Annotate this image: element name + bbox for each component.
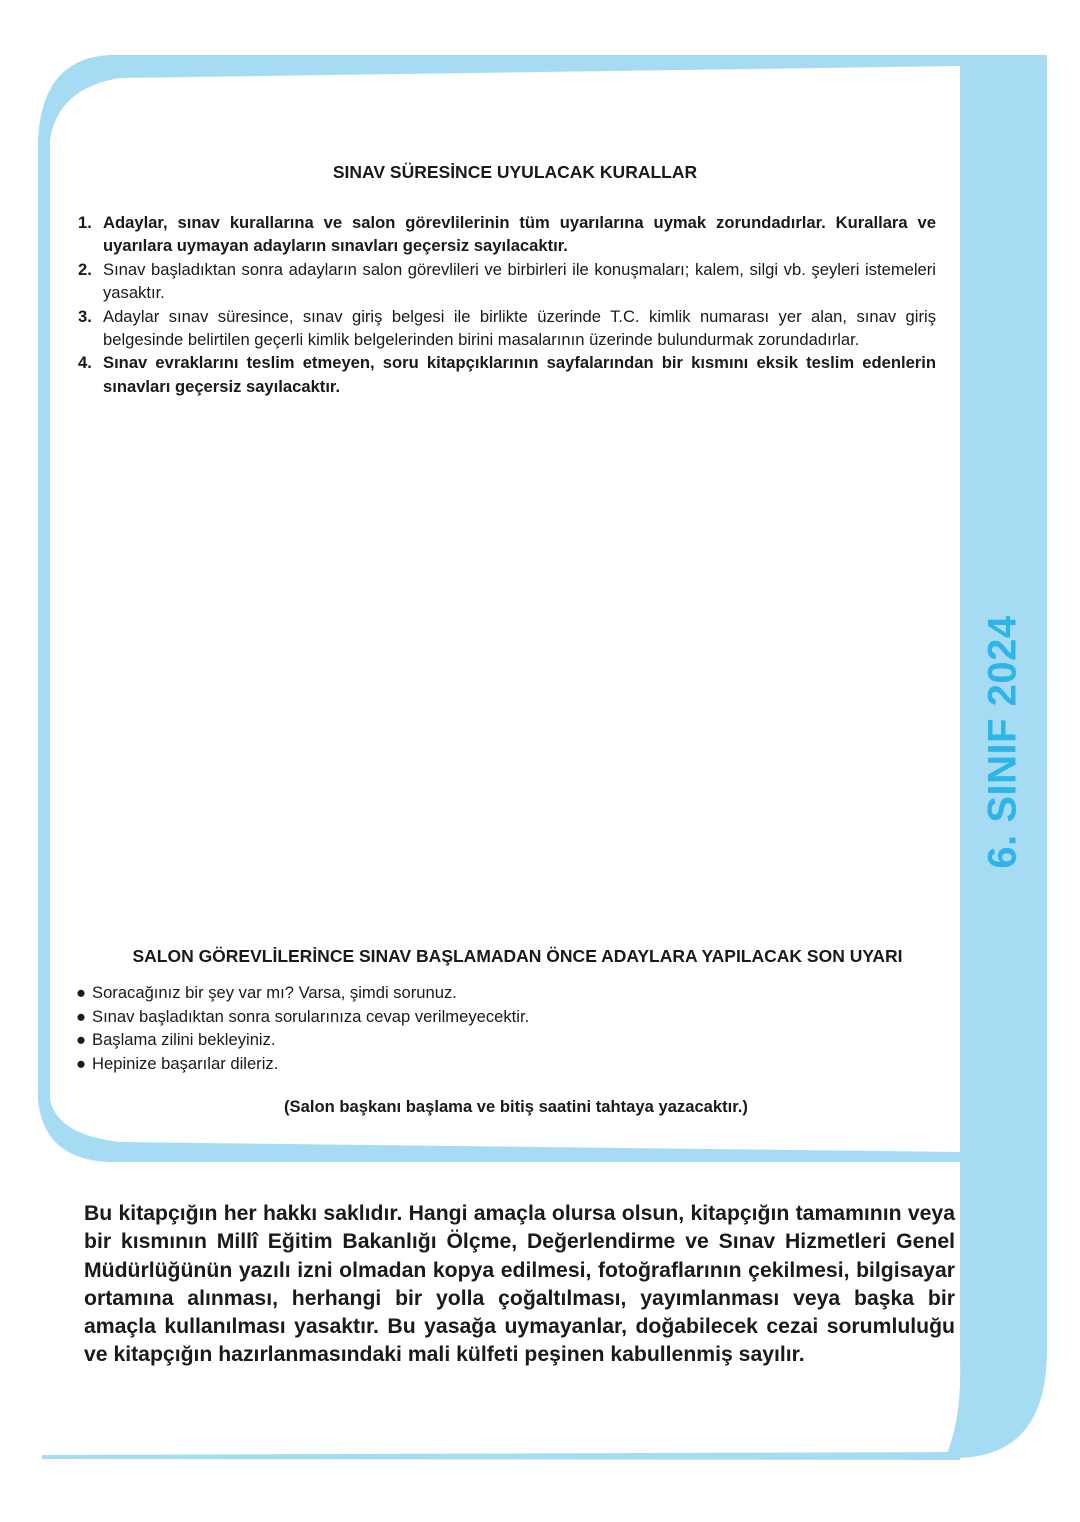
warnings-section-title: SALON GÖREVLİLERİNCE SINAV BAŞLAMADAN ÖNCE ADAYLARA YAPILACAK SON UYARI xyxy=(132,946,903,966)
warning-item xyxy=(76,1052,936,1076)
warning-text: Sınav başladıktan sonra sorularınıza cevap verilmeyecektir. xyxy=(92,1006,530,1026)
copyright-notice: Bu kitapçığın her hakkı saklıdır. Hangi amaçla olursa olsun, kitapçığın tamamının veya bir kısmının Millî Eğitim Bakanlığı Ölçme, Değerlendirme ve Sınav Hizmetleri Genel Müdürlüğünün yazılı izni olmadan kopya edilmesi, fotoğraflarının çekilmesi, bilgisayar ortamına alınması, herhangi bir yolla çoğaltılması, yayımlanması veya başka bir amaçla kullanılması yasaktır. Bu yasağa uymayanlar, doğabilecek cezai sorumluluğu ve kitapçığın hazırlanmasındaki mali külfeti peşinen kabullenmiş sayılır. xyxy=(84,1202,955,1367)
rule-item xyxy=(78,258,936,305)
bullet-icon: ● xyxy=(76,983,87,1002)
warning-text: Başlama zilini bekleyiniz. xyxy=(92,1030,276,1050)
rule-number: 1. xyxy=(78,213,92,232)
warning-text: Soracağınız bir şey var mı? Varsa, şimdi sorunuz. xyxy=(92,983,457,1002)
rule-number: 4. xyxy=(78,353,92,373)
warning-item xyxy=(76,1028,936,1052)
rule-item xyxy=(78,351,936,398)
rules-section-title: SINAV SÜRESİNCE UYULACAK KURALLAR xyxy=(332,162,698,182)
rule-text: Adaylar, sınav kurallarına ve salon görevlilerinin tüm uyarılarına uymak zorundadırlar. Kurallara ve uyarılara uymayan adayların sınavları geçersiz sayılacaktır. xyxy=(103,213,936,256)
warnings-list xyxy=(76,981,936,1075)
rule-text: Sınav evraklarını teslim etmeyen, soru kitapçıklarının sayfalarından bir kısmını eksik teslim edenlerin sınavları geçersiz sayılacaktır. xyxy=(103,353,936,396)
rule-text: Adaylar sınav süresince, sınav giriş belgesi ile birlikte üzerinde T.C. kimlik numarası yer alan, sınav giriş belgesinde belirtilen geçerli kimlik belgelerinden birini masalarının üzerinde bulundurmak zorundadırlar. xyxy=(103,306,936,350)
warning-item xyxy=(76,1005,936,1029)
rule-number: 3. xyxy=(78,306,92,326)
rule-item xyxy=(78,211,936,258)
bullet-icon: ● xyxy=(76,1030,87,1050)
bottom-border-line xyxy=(42,1452,960,1460)
grade-year-label: 6. SINIF 2024 xyxy=(980,615,1025,869)
salon-head-note: (Salon başkanı başlama ve bitiş saatini tahtaya yazacaktır.) xyxy=(284,1097,748,1116)
bullet-icon: ● xyxy=(76,1053,87,1073)
rule-item xyxy=(78,305,936,352)
rule-text: Sınav başladıktan sonra adayların salon görevlileri ve birbirleri ile konuşmaları; kalem, silgi vb. şeyleri istemeleri yasaktır. xyxy=(103,259,936,303)
bullet-icon: ● xyxy=(76,1006,87,1026)
rules-list xyxy=(78,211,936,398)
rule-number: 2. xyxy=(78,259,92,279)
warning-text: Hepinize başarılar dileriz. xyxy=(92,1053,279,1073)
warning-item xyxy=(76,981,936,1005)
